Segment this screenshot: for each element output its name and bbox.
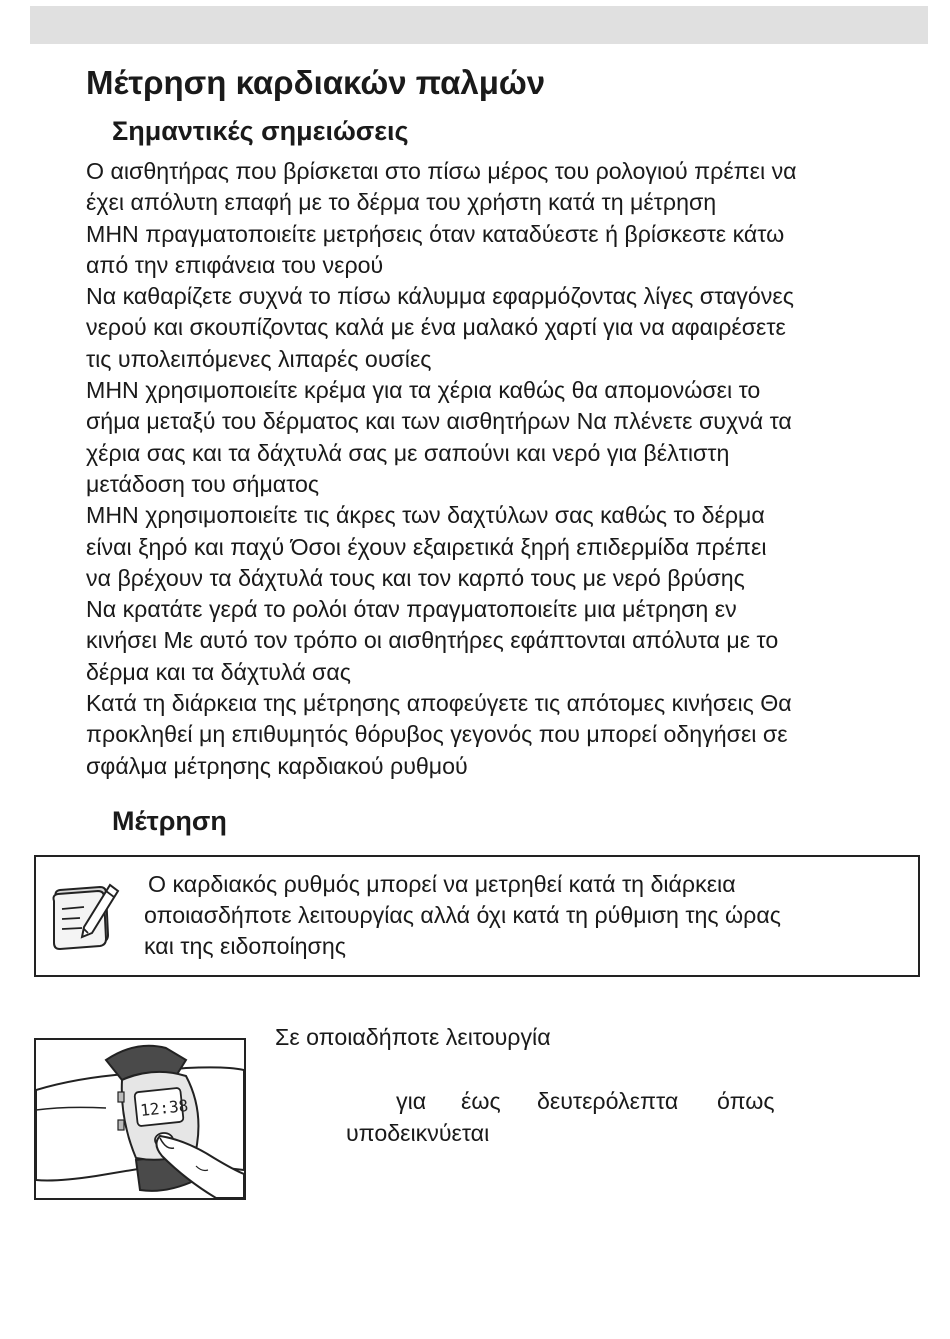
notes-line: από την επιφάνεια του νερού	[86, 251, 384, 278]
header-bar	[30, 6, 928, 44]
notes-line: νερού και σκουπίζοντας καλά με ένα μαλακό χαρτί για να αφαιρέσετε	[86, 314, 786, 341]
notes-line: μετάδοση του σήματος	[86, 470, 320, 497]
watch-display-text: 12:38	[139, 1095, 190, 1120]
notes-line: είναι ξηρό και παχύ Όσοι έχουν εξαιρετικά ξηρή επιδερμίδα πρέπει	[86, 533, 767, 560]
wrist-watch-icon	[36, 1040, 244, 1198]
notes-line: ΜΗΝ χρησιμοποιείτε κρέμα για τα χέρια καθώς θα απομονώσει το	[86, 377, 761, 404]
measure-heading: Μέτρηση	[112, 806, 227, 836]
notes-body	[86, 156, 936, 782]
note-text	[144, 869, 781, 962]
hold-word: για	[396, 1088, 427, 1114]
notes-line: σφάλμα μέτρησης καρδιακού ρυθμού	[86, 752, 468, 779]
notes-line: Να καθαρίζετε συχνά το πίσω κάλυμμα εφαρμόζοντας λίγες σταγόνες	[86, 283, 794, 310]
memo-pencil-icon	[48, 877, 124, 957]
notes-line: τις υπολειπόμενες λιπαρές ουσίες	[86, 345, 432, 372]
hold-word: δευτερόλεπτα	[537, 1088, 679, 1114]
notes-line: ΜΗΝ πραγματοποιείτε μετρήσεις όταν καταδύεστε ή βρίσκεστε κάτω	[86, 220, 785, 247]
notes-line: προκληθεί μη επιθυμητός θόρυβος γεγονός που μπορεί οδηγήσει σε	[86, 721, 788, 748]
note-box	[34, 855, 920, 977]
notes-line: κινήσει Με αυτό τον τρόπο οι αισθητήρες εφάπτονται απόλυτα με το	[86, 627, 779, 654]
notes-heading: Σημαντικές σημειώσεις	[112, 116, 409, 146]
hold-word: έως	[461, 1088, 501, 1114]
notes-line: Ο αισθητήρας που βρίσκεται στο πίσω μέρος του ρολογιού πρέπει να	[86, 158, 797, 184]
notes-line: ΜΗΝ χρησιμοποιείτε τις άκρες των δαχτύλων σας καθώς το δέρμα	[86, 502, 765, 529]
notes-line: χέρια σας και τα δάχτυλά σας με σαπούνι και νερό για βέλτιστη	[86, 439, 730, 466]
notes-line: σήμα μεταξύ του δέρματος και των αισθητήρων Να πλένετε συχνά τα	[86, 408, 792, 435]
notes-line: να βρέχουν τα δάχτυλά τους και τον καρπό τους με νερό βρύσης	[86, 564, 745, 591]
hold-line-2: υποδεικνύεται	[346, 1120, 490, 1146]
note-line: Ο καρδιακός ρυθμός μπορεί να μετρηθεί κατά τη διάρκεια	[148, 871, 736, 897]
page-title: Μέτρηση καρδιακών παλμών	[86, 64, 546, 101]
note-line: και της ειδοποίησης	[144, 933, 346, 959]
note-line: οποιασδήποτε λειτουργίας αλλά όχι κατά τη ρύθμιση της ώρας	[144, 902, 781, 928]
notes-line: Κατά τη διάρκεια της μέτρησης αποφεύγετε τις απότομες κινήσεις Θα	[86, 690, 792, 717]
any-mode-label: Σε οποιαδήποτε λειτουργία	[275, 1024, 551, 1050]
hold-word: όπως	[717, 1088, 775, 1114]
notes-line: Να κρατάτε γερά το ρολόι όταν πραγματοποιείτε μια μέτρηση εν	[86, 596, 737, 623]
notes-line: δέρμα και τα δάχτυλά σας	[86, 658, 351, 685]
wrist-watch-illustration	[34, 1038, 246, 1200]
notes-line: έχει απόλυτη επαφή με το δέρμα του χρήστη κατά τη μέτρηση	[86, 189, 717, 216]
